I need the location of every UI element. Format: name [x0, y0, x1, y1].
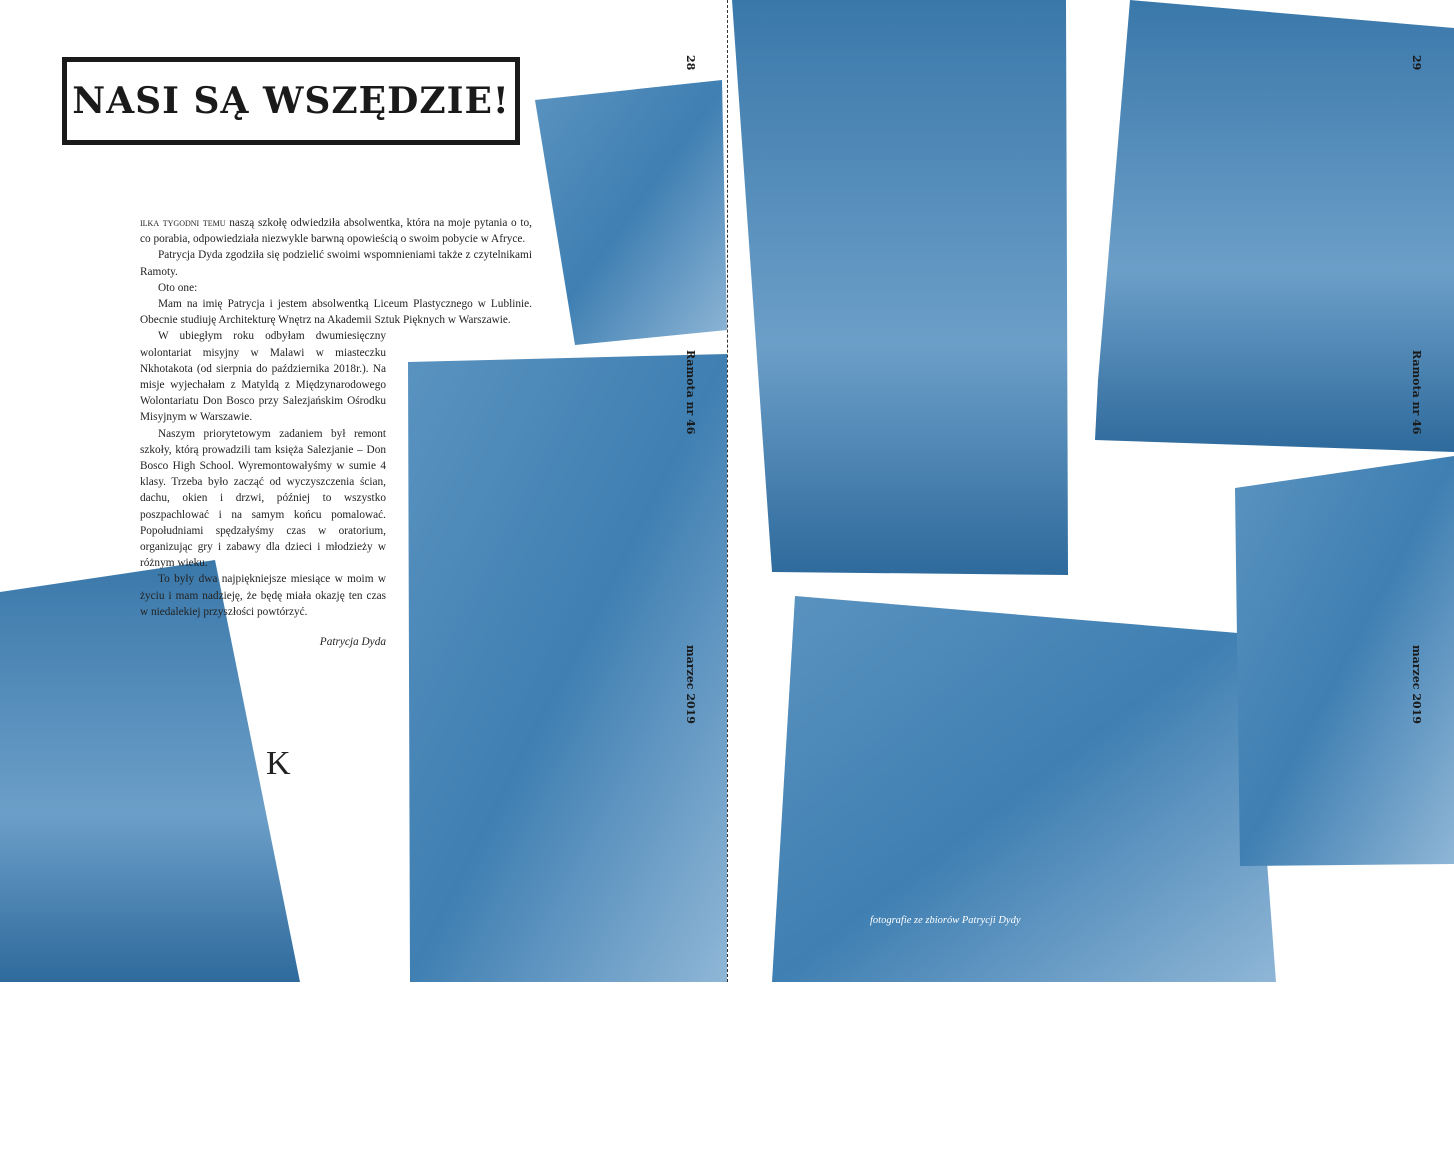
article-title: NASI SĄ WSZĘDZIE! — [72, 80, 510, 122]
drop-cap: K — [266, 745, 291, 782]
layout-spacer — [386, 343, 532, 1143]
paragraph: To były dwa najpiękniejsze miesiące w moim w życiu i mam nadzieję, że będę miała okazję ten czas w niedalekiej przyszłości powtórzyć. — [140, 573, 386, 618]
paragraph: Naszym priorytetowym zadaniem był remont szkoły, którą prowadzili tam księża Salezjanie – Don Bosco High School. Wyremontowałyśmy w sumie 4 klasy. Trzeba było zacząć od wyczyszczenia ścian, dachu, okien i drzwi, później to wszystko poszpachlować i na samym końcu pomalować. Popołudniami spędzałyśmy czas w oratorium, organizując gry i zabawy dla dzieci i młodzieży w różnym wieku. — [140, 427, 387, 570]
lead-in: ilka tygodni temu — [140, 217, 226, 229]
title-box — [62, 57, 520, 145]
intro-text: naszą szkołę odwiedziła absolwentka, która na moje pytania o to, co porabia, odpowiedziała niezwykle barwną opowieścią o swoim pobycie w Afryce. — [140, 217, 532, 246]
date-label-left: marzec 2019 — [684, 645, 697, 724]
paragraph: Oto one: — [158, 281, 198, 294]
issue-label-right: Ramota nr 46 — [1410, 350, 1423, 435]
issue-label-left: Ramota nr 46 — [684, 350, 697, 435]
page-fold-line — [727, 0, 728, 982]
photo-school-building-children — [732, 0, 1068, 575]
layout-spacer — [140, 683, 256, 749]
paragraph: W ubiegłym roku odbyłam dwumiesięczny wolontariat misyjny w Malawi w miasteczku Nkhotakota (od sierpnia do października 2018r.). Na misje wyjechałam z Matyldą z Międzynarodowego Wolontariatu Don Bosco przy Salezjańskim Ośrodku Misyjnym w Warszawie. — [140, 330, 386, 424]
photo-painting-windows — [1095, 0, 1454, 452]
article-body — [140, 215, 532, 1149]
date-label-right: marzec 2019 — [1410, 645, 1423, 724]
photo-caption: fotografie ze zbiorów Patrycji Dydy — [870, 915, 1021, 926]
paragraph: Patrycja Dyda zgodziła się podzielić swoimi wspomnieniami także z czytelnikami Ramoty. — [140, 249, 532, 278]
paragraph: Mam na imię Patrycja i jestem absolwentką Liceum Plastycznego w Lublinie. Obecnie studiuję Architekturę Wnętrz na Akademii Sztuk Pięknych w Warszawie. — [140, 298, 532, 327]
layout-spacer — [140, 749, 266, 1149]
page-number-left: 28 — [684, 55, 697, 71]
author-signature: Patrycja Dyda — [319, 636, 386, 649]
page-number-right: 29 — [1410, 55, 1423, 71]
photo-painting-bench — [535, 80, 727, 345]
photo-children-playing — [772, 596, 1276, 982]
